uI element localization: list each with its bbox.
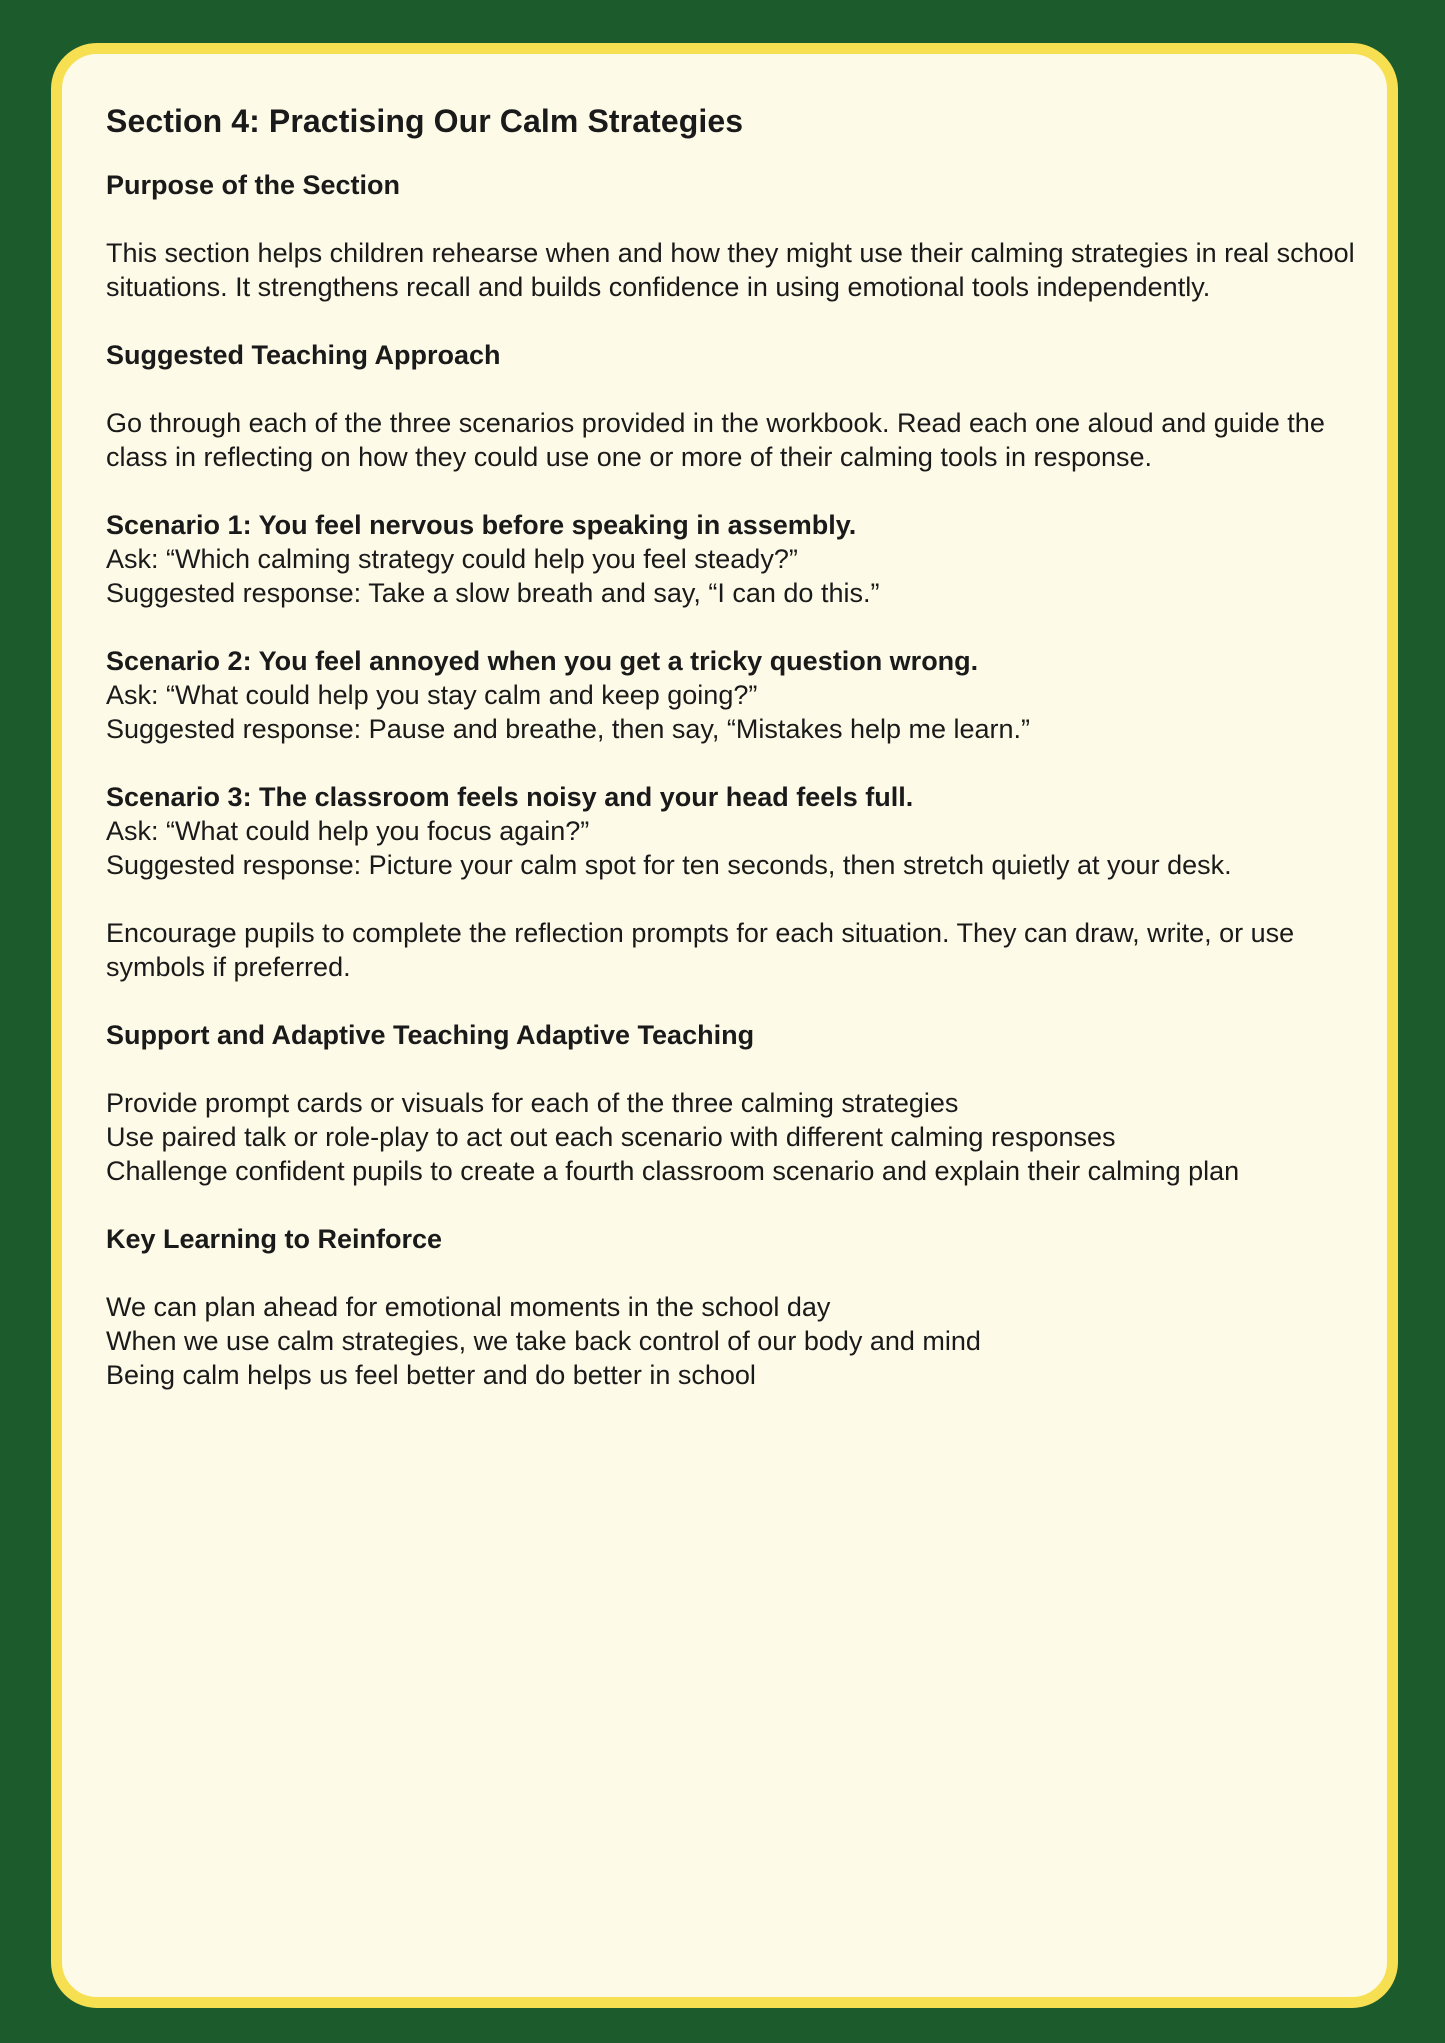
purpose-body: This section helps children rehearse when and how they might use their calming strategies in real school situations. It strengthens recall and builds confidence in using emotional tools independently.	[106, 238, 1355, 302]
scenario-block	[106, 644, 1366, 746]
document-content	[106, 98, 1366, 1392]
list-item: We can plan ahead for emotional moments in the school day	[106, 1292, 831, 1322]
scenario-block	[106, 508, 1366, 610]
approach-heading: Suggested Teaching Approach	[106, 340, 501, 370]
scenario-title: Scenario 2: You feel annoyed when you get a tricky question wrong.	[106, 646, 979, 676]
list-item: Being calm helps us feel better and do better in school	[106, 1360, 756, 1390]
scenario-title: Scenario 1: You feel nervous before speaking in assembly.	[106, 510, 857, 540]
key-learning-list	[106, 1290, 1366, 1392]
scenario-ask: Ask: “Which calming strategy could help you feel steady?”	[106, 544, 798, 574]
list-item: Provide prompt cards or visuals for each of the three calming strategies	[106, 1088, 959, 1118]
scenario-response: Suggested response: Picture your calm spot for ten seconds, then stretch quietly at your desk.	[106, 850, 1232, 880]
scenario-block	[106, 780, 1366, 882]
support-heading: Support and Adaptive Teaching Adaptive Teaching	[106, 1020, 755, 1050]
scenario-title: Scenario 3: The classroom feels noisy and your head feels full.	[106, 782, 914, 812]
scenario-response: Suggested response: Take a slow breath and say, “I can do this.”	[106, 578, 880, 608]
scenario-ask: Ask: “What could help you stay calm and keep going?”	[106, 680, 758, 710]
list-item: When we use calm strategies, we take back control of our body and mind	[106, 1326, 981, 1356]
approach-body: Go through each of the three scenarios provided in the workbook. Read each one aloud and guide the class in reflecting on how they could use one or more of their calming tools in response.	[106, 408, 1325, 472]
list-item: Challenge confident pupils to create a fourth classroom scenario and explain their calming plan	[106, 1156, 1240, 1186]
key-learning-heading: Key Learning to Reinforce	[106, 1224, 443, 1254]
purpose-heading: Purpose of the Section	[106, 170, 401, 200]
scenario-ask: Ask: “What could help you focus again?”	[106, 816, 590, 846]
page-title: Section 4: Practising Our Calm Strategies	[106, 103, 744, 139]
encourage-paragraph: Encourage pupils to complete the reflection prompts for each situation. They can draw, write, or use symbols if preferred.	[106, 918, 1295, 982]
support-list	[106, 1086, 1366, 1188]
scenario-response: Suggested response: Pause and breathe, then say, “Mistakes help me learn.”	[106, 714, 1031, 744]
list-item: Use paired talk or role-play to act out each scenario with different calming responses	[106, 1122, 1116, 1152]
